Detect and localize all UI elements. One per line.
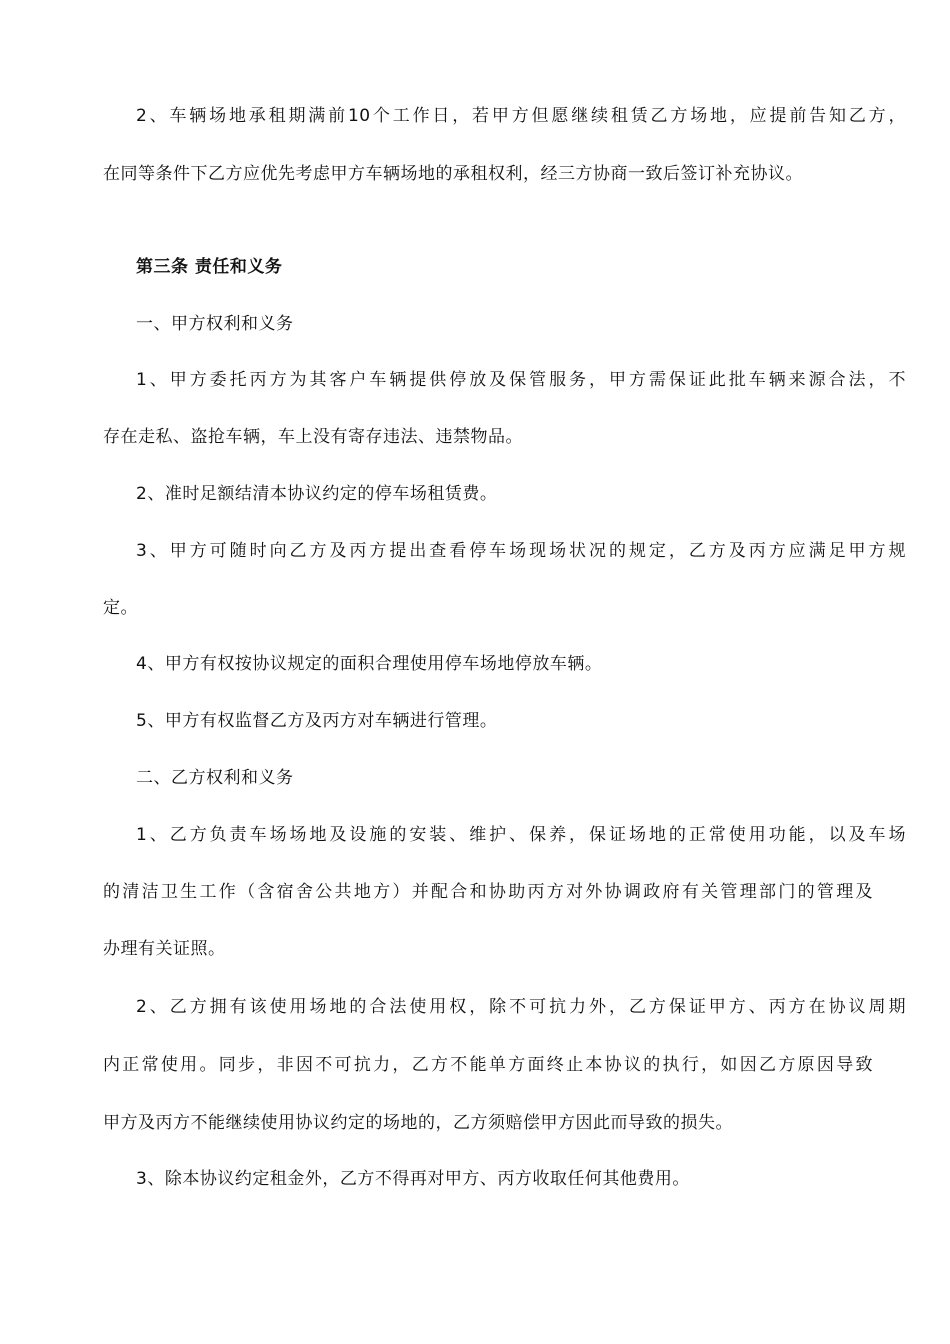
paragraph-line: 办理有关证照。 <box>103 939 226 959</box>
paragraph-line: 4、甲方有权按协议规定的面积合理使用停车场地停放车辆。 <box>136 654 603 674</box>
paragraph-line: 1、乙方负责车场场地及设施的安装、维护、保养，保证场地的正常使用功能，以及车场 <box>136 825 906 845</box>
paragraph-line: 2、准时足额结清本协议约定的停车场租赁费。 <box>136 484 498 504</box>
paragraph-line: 的清洁卫生工作（含宿舍公共地方）并配合和协助丙方对外协调政府有关管理部门的管理及 <box>103 882 873 902</box>
paragraph-line: 5、甲方有权监督乙方及丙方对车辆进行管理。 <box>136 711 498 731</box>
paragraph-line: 定。 <box>103 598 138 618</box>
paragraph-line: 在同等条件下乙方应优先考虑甲方车辆场地的承租权利，经三方协商一致后签订补充协议。 <box>103 164 803 184</box>
paragraph-line: 3、除本协议约定租金外，乙方不得再对甲方、丙方收取任何其他费用。 <box>136 1169 690 1189</box>
paragraph-line: 2、乙方拥有该使用场地的合法使用权，除不可抗力外，乙方保证甲方、丙方在协议周期 <box>136 997 906 1017</box>
paragraph-line: 3、甲方可随时向乙方及丙方提出查看停车场现场状况的规定，乙方及丙方应满足甲方规 <box>136 541 906 561</box>
paragraph-line: 存在走私、盗抢车辆，车上没有寄存违法、违禁物品。 <box>103 427 523 447</box>
section-heading: 一、甲方权利和义务 <box>136 314 294 334</box>
paragraph-line: 1、甲方委托丙方为其客户车辆提供停放及保管服务，甲方需保证此批车辆来源合法，不 <box>136 370 906 390</box>
paragraph-line: 甲方及丙方不能继续使用协议约定的场地的，乙方须赔偿甲方因此而导致的损失。 <box>103 1113 733 1133</box>
article-heading: 第三条 责任和义务 <box>136 257 283 277</box>
paragraph-line: 内正常使用。同步，非因不可抗力，乙方不能单方面终止本协议的执行，如因乙方原因导致 <box>103 1055 873 1075</box>
section-heading: 二、乙方权利和义务 <box>136 768 294 788</box>
paragraph-line: 2、车辆场地承租期满前10个工作日，若甲方但愿继续租赁乙方场地，应提前告知乙方， <box>136 106 906 126</box>
